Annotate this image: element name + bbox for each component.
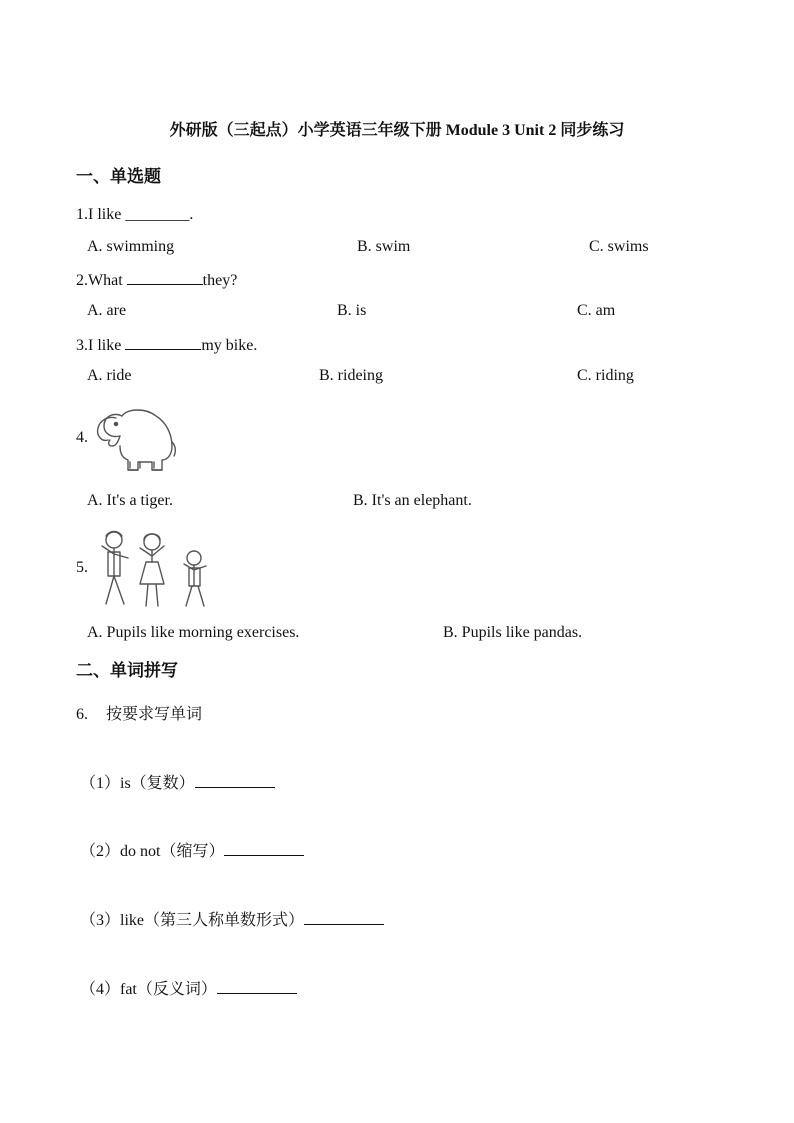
question-1-option-b[interactable]: B. swim <box>357 238 411 255</box>
children-exercising-illustration <box>94 526 216 610</box>
fill-item-3 <box>80 907 384 930</box>
question-4-option-a[interactable]: A. It's a tiger. <box>87 492 173 509</box>
question-3-prompt <box>76 335 257 355</box>
question-2-prompt-end: they? <box>202 272 238 289</box>
fill-item-1 <box>80 770 275 793</box>
question-3-option-c[interactable]: C. riding <box>577 367 634 384</box>
answer-blank[interactable] <box>217 979 297 994</box>
page-title: 外研版（三起点）小学英语三年级下册 Module 3 Unit 2 同步练习 <box>169 122 625 139</box>
fill-item-2-label: （2）do not（缩写） <box>80 843 225 860</box>
question-3-option-b[interactable]: B. rideing <box>319 367 383 384</box>
question-5-option-a[interactable]: A. Pupils like morning exercises. <box>87 624 300 641</box>
answer-blank[interactable] <box>125 335 201 350</box>
fill-item-4 <box>80 976 297 999</box>
question-6-instruction: 按要求写单词 <box>106 706 203 723</box>
question-2-option-b[interactable]: B. is <box>337 302 367 319</box>
question-2-option-c[interactable]: C. am <box>577 302 616 319</box>
question-3-prompt-end: my bike. <box>201 337 258 354</box>
question-2-prompt <box>76 270 237 290</box>
question-5-option-b[interactable]: B. Pupils like pandas. <box>443 624 583 641</box>
answer-blank[interactable] <box>304 910 384 925</box>
question-2-prompt-start: 2.What <box>76 272 127 289</box>
question-3-option-a[interactable]: A. ride <box>87 367 132 384</box>
fill-item-1-label: （1）is（复数） <box>80 775 195 792</box>
answer-blank[interactable] <box>195 773 275 788</box>
question-3-prompt-start: 3.I like <box>76 337 126 354</box>
answer-blank[interactable] <box>127 270 203 285</box>
question-2-option-a[interactable]: A. are <box>87 302 127 319</box>
question-1-option-c[interactable]: C. swims <box>589 238 649 255</box>
fill-item-3-label: （3）like（第三人称单数形式） <box>80 912 304 929</box>
answer-blank[interactable] <box>224 841 304 856</box>
section-heading-single-choice: 一、单选题 <box>76 167 161 186</box>
question-5-number: 5. <box>76 559 88 576</box>
question-6-prompt <box>76 701 202 724</box>
question-1-option-a[interactable]: A. swimming <box>87 238 175 255</box>
section-heading-word-spelling: 二、单词拼写 <box>76 661 178 680</box>
question-1-prompt: 1.I like ________. <box>76 206 194 223</box>
question-4-number: 4. <box>76 429 88 446</box>
fill-item-2 <box>80 838 304 861</box>
question-6-number: 6. <box>76 706 88 723</box>
question-4-option-b[interactable]: B. It's an elephant. <box>353 492 472 509</box>
elephant-illustration <box>94 402 178 474</box>
fill-item-4-label: （4）fat（反义词） <box>80 981 217 998</box>
